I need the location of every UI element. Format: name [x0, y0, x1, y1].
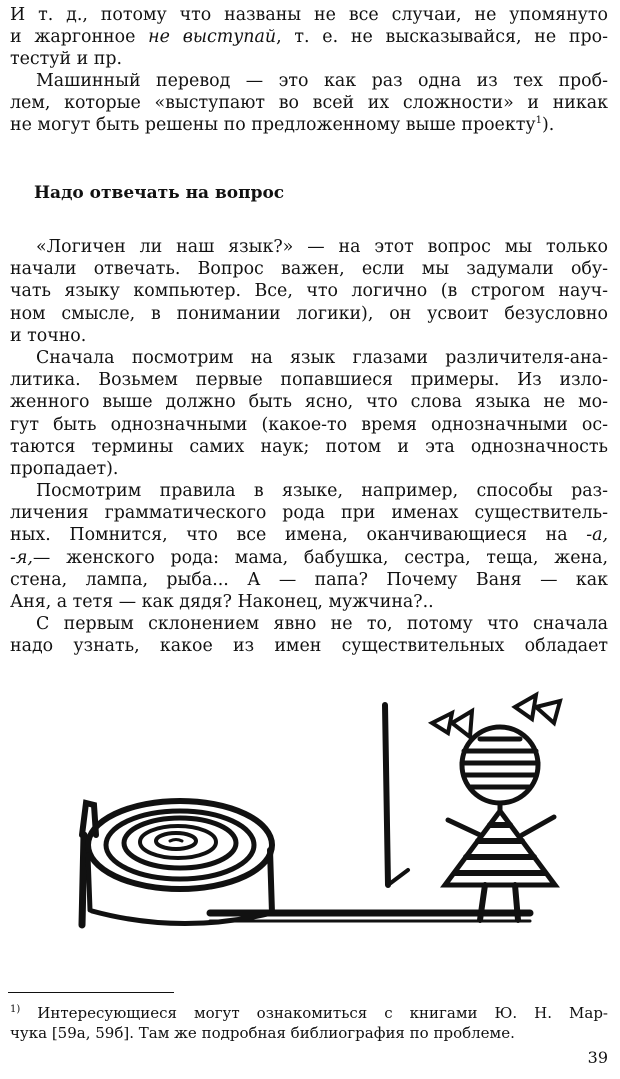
footnote-marker: 1) — [10, 1004, 21, 1015]
text-line: Сначала посмотрим на язык глазами различителя-ана- — [36, 348, 608, 368]
text-line: Посмотрим правила в языке, например, способы раз- — [36, 481, 608, 501]
text-line: тестуй и пр. — [10, 49, 122, 70]
text-line: лем, которые «выступают во всей их сложности» и никак — [10, 93, 608, 114]
text-line: «Логичен ли наш язык?» — на этот вопрос мы только — [36, 237, 608, 257]
text-line: литика. Возьмем первые попавшиеся примеры. Из изло- — [10, 370, 608, 391]
text-line: чать языку компьютер. Все, что логично (в строгом науч- — [10, 281, 608, 302]
paragraph-analyst — [10, 347, 608, 480]
text-line: личения грамматического рода при именах существитель- — [10, 503, 608, 524]
footnote — [10, 1003, 608, 1043]
text-line: ном смысле, в понимании логики), он усвоит безусловно — [10, 303, 608, 324]
text-line: и точно. — [10, 325, 87, 346]
paragraph-declension — [10, 613, 608, 657]
footnote-reference[interactable]: 1 — [535, 115, 542, 127]
text-line: С первым склонением явно не то, потому что сначала — [36, 614, 608, 634]
text-line: гут быть однозначными (какое-то время однозначными ос- — [10, 414, 608, 435]
section-heading: Надо отвечать на вопрос — [34, 183, 285, 203]
italic-phrase: не выступай — [148, 27, 277, 48]
text-line: И т. д., потому что названы не все случаи, не упомянуто — [10, 5, 608, 25]
paragraph-machine-translation — [10, 70, 608, 137]
text-line: таются термины самих наук; потом и эта однозначность — [10, 436, 608, 457]
text-line: не могут быть решены по предложенному выше проекту$^1$). — [10, 115, 555, 136]
footnote-line: $^{1)}$ Интересующиеся могут ознакомиться с книгами Ю. Н. Мар- — [10, 1004, 608, 1022]
page-number: 39 — [587, 1048, 608, 1067]
paragraph-grammatical-gender — [10, 480, 608, 613]
text-line: пропадает). — [10, 459, 119, 480]
paragraph-logic — [10, 236, 608, 347]
text-line: ных. Помнится, что все имена, оканчивающиеся на -а, — [10, 525, 608, 546]
illustration-spiral-and-girl — [60, 685, 580, 955]
girl-figure-drawing — [432, 695, 560, 920]
text-line: и жаргонное не выступай, т. е. не высказывайся, не про- — [10, 27, 608, 48]
paragraph-intro — [10, 4, 608, 71]
text-line: стена, лампа, рыба... А — папа? Почему Ваня — как — [10, 569, 608, 590]
text-line: Аня, а тетя — как дядя? Наконец, мужчина?.. — [10, 592, 434, 613]
text-line: начали отвечать. Вопрос важен, если мы задумали обу- — [10, 259, 608, 280]
text-line: надо узнать, какое из имен существительных обладает — [10, 636, 608, 657]
text-line: -я,— женского рода: мама, бабушка, сестра, теща, жена, — [10, 547, 608, 568]
text-line: женного выше должно быть ясно, что слова языка не мо- — [10, 392, 608, 413]
italic-ending: -а, — [586, 525, 608, 546]
italic-ending: -я, — [10, 547, 33, 568]
footnote-line: чука [59а, 59б]. Там же подробная библиография по проблеме. — [10, 1024, 515, 1042]
text-line: Машинный перевод — это как раз одна из тех проб- — [36, 71, 608, 91]
footnote-divider — [8, 992, 174, 993]
spiral-mat-drawing — [82, 705, 530, 925]
